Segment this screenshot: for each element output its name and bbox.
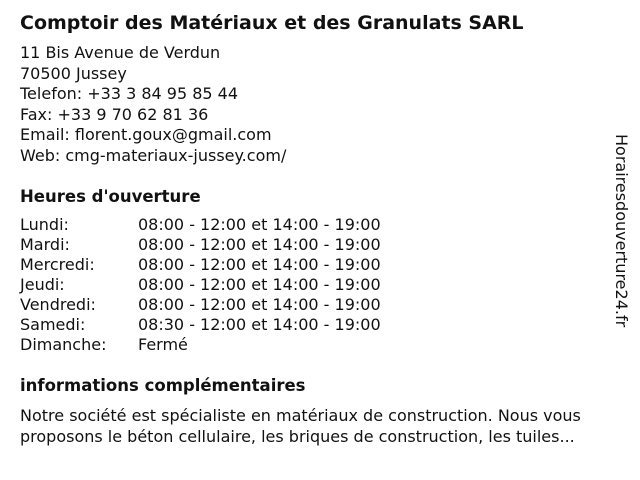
hours-row-mardi: [20, 235, 620, 255]
time-value: 08:30 - 12:00 et 14:00 - 19:00: [138, 315, 381, 334]
additional-info-heading: informations complémentaires: [20, 376, 306, 395]
time-value: 08:00 - 12:00 et 14:00 - 19:00: [138, 255, 381, 274]
time-value: 08:00 - 12:00 et 14:00 - 19:00: [138, 215, 381, 234]
phone-number: Telefon: +33 3 84 95 85 44: [20, 84, 239, 103]
day-label: Samedi:: [20, 315, 86, 334]
day-label: Lundi:: [20, 215, 69, 234]
time-value: 08:00 - 12:00 et 14:00 - 19:00: [138, 275, 381, 294]
day-label: Vendredi:: [20, 295, 96, 314]
time-value: 08:00 - 12:00 et 14:00 - 19:00: [138, 295, 381, 314]
website: Web: cmg-materiaux-jussey.com/: [20, 145, 287, 165]
day-label: Jeudi:: [20, 275, 65, 294]
time-value: 08:00 - 12:00 et 14:00 - 19:00: [138, 235, 381, 254]
watermark-text: Horairesdouverture24.fr: [612, 134, 631, 328]
hours-row-mercredi: [20, 255, 620, 275]
day-label: Mercredi:: [20, 255, 95, 274]
hours-row-vendredi: [20, 295, 620, 315]
hours-row-jeudi: [20, 275, 620, 295]
fax-number: Fax: +33 9 70 62 81 36: [20, 104, 209, 124]
opening-hours-table: [20, 215, 620, 355]
email-address: Email: florent.goux@gmail.com: [20, 125, 272, 144]
business-card: [20, 11, 620, 447]
day-label: Mardi:: [20, 235, 70, 254]
watermark-container: [611, 134, 631, 369]
opening-hours-heading: Heures d'ouverture: [20, 187, 201, 206]
time-value: Fermé: [138, 335, 188, 354]
additional-info-text: Notre société est spécialiste en matériaux de construction. Nous vous proposons le béton cellulaire, les briques de construction, les tuiles...: [20, 406, 581, 446]
hours-row-lundi: [20, 215, 620, 235]
hours-row-samedi: [20, 315, 620, 335]
address-line-1: 11 Bis Avenue de Verdun: [20, 43, 221, 62]
day-label: Dimanche:: [20, 335, 107, 354]
address-line-2: 70500 Jussey: [20, 63, 127, 83]
company-name: Comptoir des Matériaux et des Granulats SARL: [20, 12, 524, 34]
hours-row-dimanche: [20, 335, 620, 355]
